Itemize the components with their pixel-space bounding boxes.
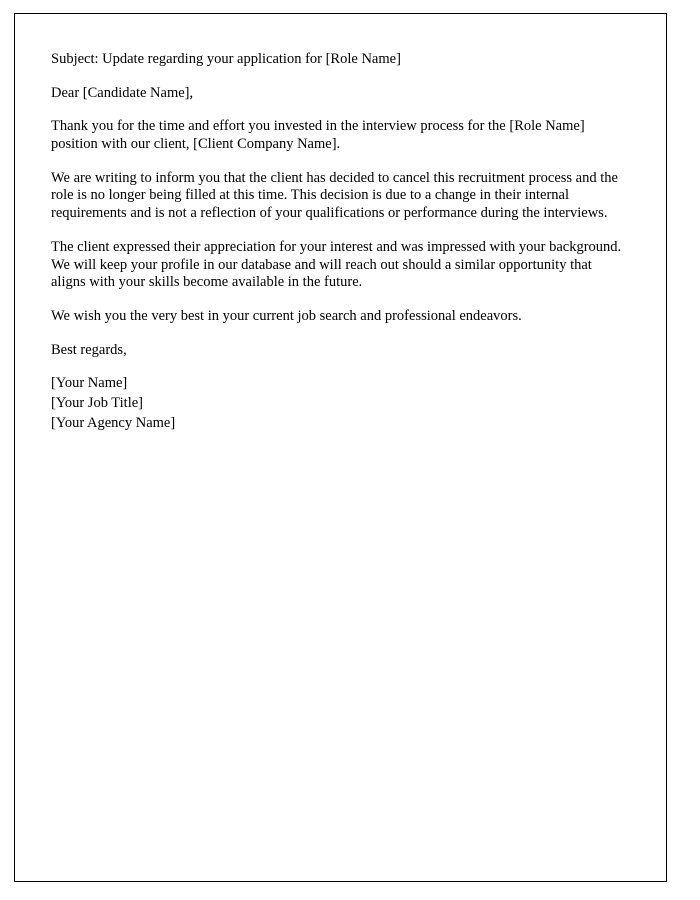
signature-job-title: [Your Job Title]	[51, 394, 144, 411]
signature-name: [Your Name]	[51, 375, 128, 392]
closing: Best regards,	[51, 341, 127, 358]
paragraph-thank-you: Thank you for the time and effort you invested in the interview process for the [Role Name] position with our client, [Client Company Name].	[51, 118, 585, 153]
subject-line: Subject: Update regarding your application for [Role Name]	[51, 51, 401, 67]
paragraph-appreciation: The client expressed their appreciation for your interest and was impressed with your background. We will keep your profile in our database and will reach out should a similar opportunity that aligns with your skills become available in the future.	[51, 238, 622, 291]
paragraph-well-wishes: We wish you the very best in your current job search and professional endeavors.	[51, 307, 522, 324]
paragraph-cancellation-notice: We are writing to inform you that the client has decided to cancel this recruitment process and the role is no longer being filled at this time. This decision is due to a change in their internal requirements and is not a reflection of your qualifications or performance during the interviews.	[51, 169, 618, 222]
letter-page	[14, 13, 667, 882]
signature-agency: [Your Agency Name]	[51, 414, 176, 431]
greeting: Dear [Candidate Name],	[51, 84, 194, 101]
signature-block	[51, 375, 622, 432]
letter-body	[51, 51, 622, 432]
